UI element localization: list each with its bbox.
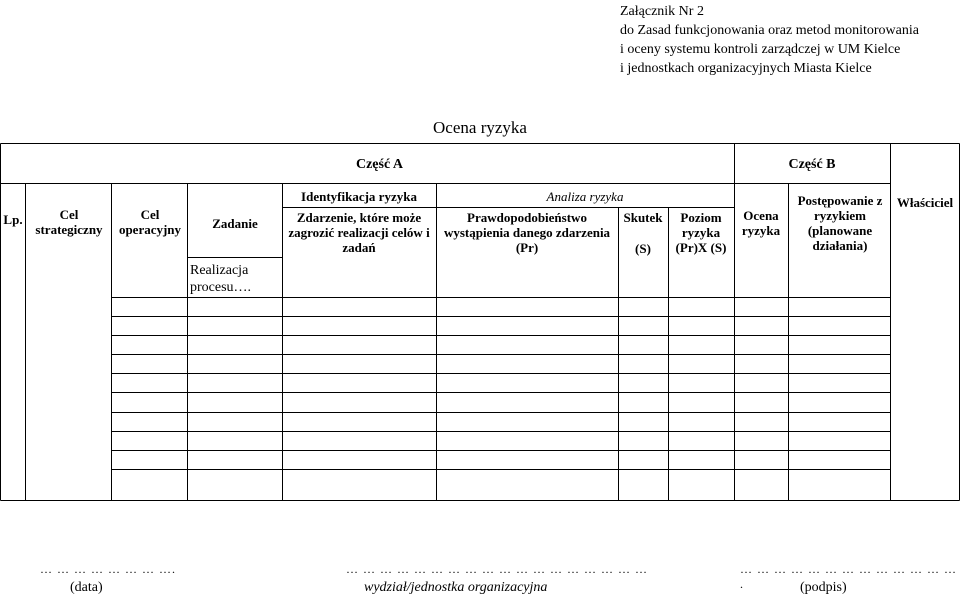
skutek-header: Skutek <box>623 210 663 225</box>
prawdopodobienstwo-header: Prawdopodobieństwo wystąpienia danego zdarzenia (Pr) <box>443 210 611 255</box>
header-line: do Zasad funkcjonowania oraz metod monitorowania <box>620 23 919 38</box>
header-line: i jednostkach organizacyjnych Miasta Kielce <box>620 61 872 76</box>
unit-label: wydział/jednostka organizacyjna <box>364 580 548 595</box>
part-a-header: Część A <box>355 157 404 172</box>
signature-label: (podpis) <box>800 580 847 595</box>
cel-strategiczny-header: Cel strategiczny <box>35 207 103 237</box>
wlasciciel-header: Właściciel <box>896 195 954 210</box>
ocena-ryzyka-header: Ocena ryzyka <box>741 208 781 238</box>
analiza-header: Analiza ryzyka <box>546 189 624 204</box>
realizacja-procesu: Realizacja procesu…. <box>190 263 252 295</box>
zadanie-header: Zadanie <box>212 216 258 231</box>
part-b-header: Część B <box>788 157 836 172</box>
unit-dotted-line: … … … … … … … … … … … … … … … … … … <box>346 562 648 576</box>
date-dotted-line: … … … … … … … …. <box>40 562 176 576</box>
poziom-ryzyka-header: Poziom ryzyka (Pr)X (S) <box>675 210 727 255</box>
skutek-s-header: (S) <box>635 241 651 256</box>
signature-dotted-line: … … … … … … … … … … … … … . <box>740 562 957 591</box>
header-line: i oceny systemu kontroli zarządczej w UM Kielce <box>620 42 901 57</box>
zdarzenie-header: Zdarzenie, które może zagrozić realizacji celów i zadań <box>288 210 430 255</box>
identyfikacja-header: Identyfikacja ryzyka <box>301 189 417 204</box>
header-line: Załącznik Nr 2 <box>620 4 704 19</box>
page-title: Ocena ryzyka <box>433 118 527 137</box>
postepowanie-header: Postępowanie z ryzykiem (planowane działania) <box>797 193 883 253</box>
lp-header: Lp. <box>3 212 23 227</box>
date-label: (data) <box>70 580 103 595</box>
cel-operacyjny-header: Cel operacyjny <box>118 207 182 237</box>
